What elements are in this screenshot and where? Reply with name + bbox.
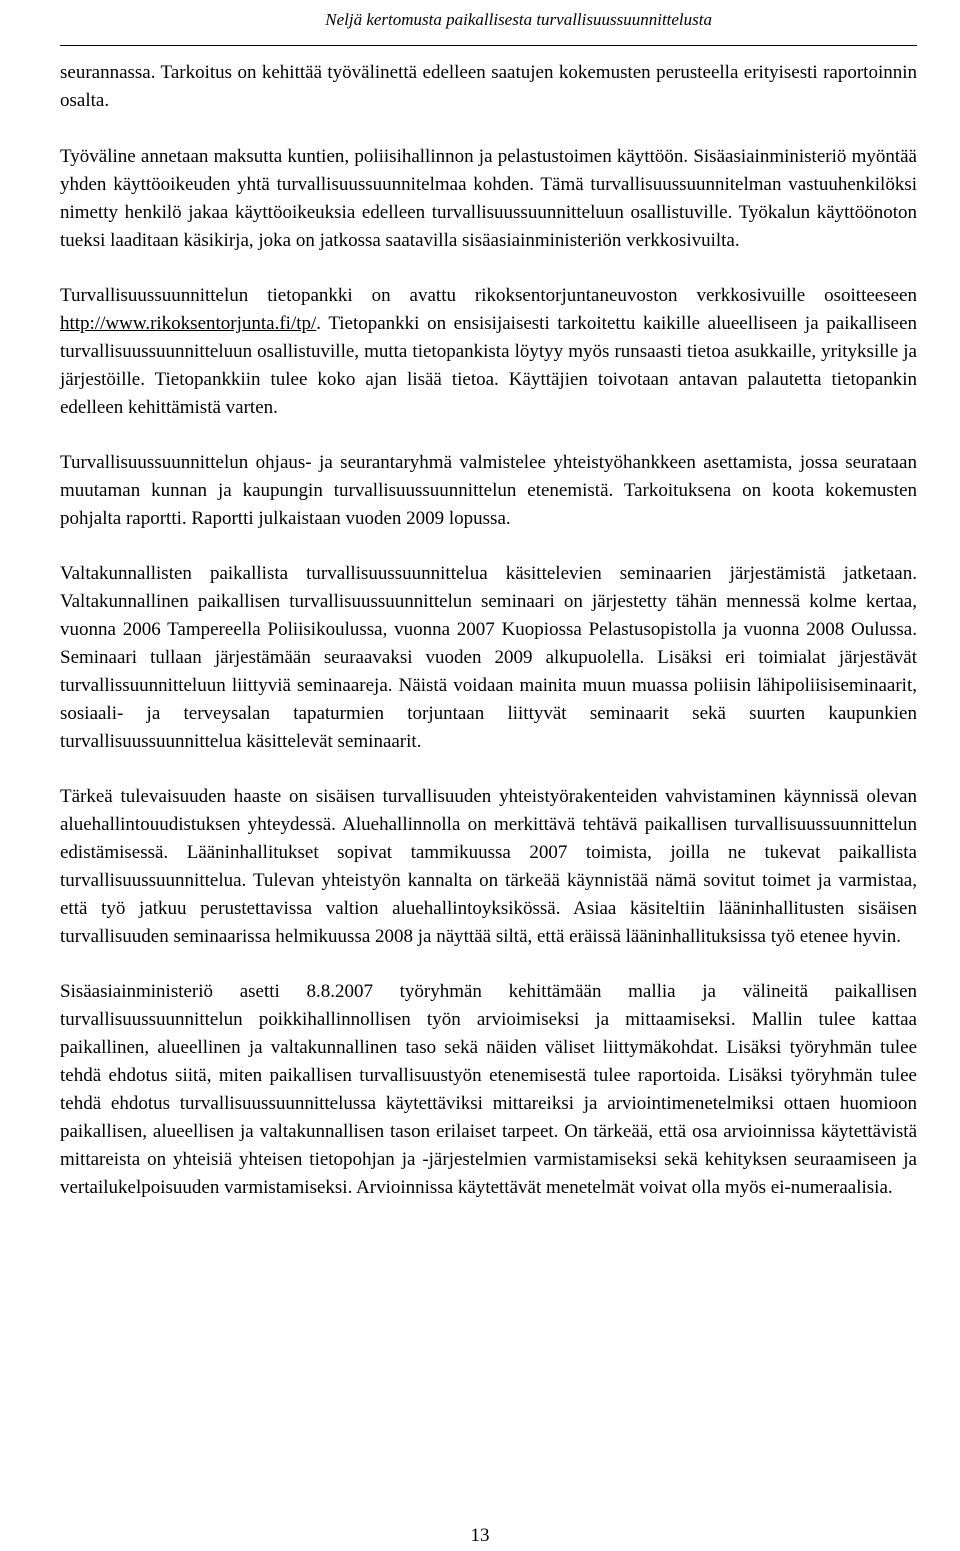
paragraph-7: Sisäasiainministeriö asetti 8.8.2007 työryhmän kehittämään mallia ja välineitä paikallisen turvallisuussuunnittelun poikkihallinnollisen työn arvioimiseksi ja mittaamiseksi. Mallin tulee kattaa paikallinen, alueellinen ja valtakunnallinen taso sekä näiden väliset liittymäkohdat. Lisäksi työryhmän tulee tehdä ehdotus siitä, miten paikallisen turvallisuustyön etenemisestä tulee raportoida. Lisäksi työryhmän tulee tehdä ehdotus turvallisuussuunnittelussa käytettäviksi mittareiksi ja arviointimenetelmiksi ottaen huomioon paikallisen, alueellisen ja valtakunnallisen tason erilaiset tarpeet. On tärkeää, että osa arvioinnissa käytettävistä mittareista on yhteisiä yhteisen tietopohjan ja -järjestelmien varmistamiseksi sekä kehityksen seuraamiseen ja vertailukelpoisuuden varmistamiseksi. Arvioinnissa käytettävät menetelmät voivat olla myös ei-numeraalisia. bbox=[60, 981, 917, 1198]
paragraph-5: Valtakunnallisten paikallista turvallisuussuunnittelua käsittelevien seminaarien järjestämistä jatketaan. Valtakunnallinen paikallisen turvallisuussuunnittelun seminaari on järjestetty tähän mennessä kolme kertaa, vuonna 2006 Tampereella Poliisikoulussa, vuonna 2007 Kuopiossa Pelastusopistolla ja vuonna 2008 Oulussa. Seminaari tullaan järjestämään seuraavaksi vuoden 2009 alkupuolella. Lisäksi eri toimialat järjestävät turvallissuunnitteluun liittyviä seminaareja. Näistä voidaan mainita muun muassa poliisin lähipoliisiseminaarit, sosiaali- ja terveysalan tapaturmien torjuntaan liittyvät seminaarit sekä suurten kaupunkien turvallisuussuunnittelua käsittelevät seminaarit. bbox=[60, 563, 917, 752]
paragraph-2: Työväline annetaan maksutta kuntien, poliisihallinnon ja pelastustoimen käyttöön. Sisäasiainministeriö myöntää yhden käyttöoikeuden yhtä turvallisuussuunnitelmaa kohden. Tämä turvallisuussuunnitelman vastuuhenkilöksi nimetty henkilö jakaa käyttöoikeuksia edelleen turvallisuussuunnitteluun osallistuville. Työkalun käyttöönoton tueksi laaditaan käsikirja, joka on jatkossa saatavilla sisäasiainministeriön verkkosivuilta. bbox=[60, 146, 917, 251]
paragraph-3-text-end: . Tietopankki on ensisijaisesti tarkoitettu kaikille alueelliseen ja paikalliseen turvallisuussuunnitteluun osallistuville, mutta tietopankista löytyy myös runsaasti tietoa asukkaille, yrityksille ja järjestöille. Tietopankkiin tulee koko ajan lisää tietoa. Käyttäjien toivotaan antavan palautetta tietopankin edelleen kehittämistä varten. bbox=[60, 313, 917, 418]
paragraph-3-text-start: Turvallisuussuunnittelun tietopankki on avattu rikoksentorjuntaneuvoston verkkosivuille osoitteeseen bbox=[60, 285, 917, 306]
paragraph-3 bbox=[60, 282, 917, 422]
body-text bbox=[60, 59, 917, 1229]
page-number: 13 bbox=[470, 1525, 490, 1546]
paragraph-6: Tärkeä tulevaisuuden haaste on sisäisen turvallisuuden yhteistyörakenteiden vahvistaminen käynnissä olevan aluehallintouudistuksen yhteydessä. Aluehallinnolla on merkittävä tehtävä paikallisen turvallisuussuunnittelun edistämisessä. Lääninhallitukset sopivat tammikuussa 2007 toimista, joilla ne tukevat paikallista turvallisuussuunnittelua. Tulevan yhteistyön kannalta on tärkeää käynnistää nämä sovitut toimet ja varmistaa, että työ jatkuu perustettavissa valtion aluehallintoyksikössä. Asiaa käsiteltiin lääninhallitusten sisäisen turvallisuuden seminaarissa helmikuussa 2008 ja näyttää siltä, että eräissä lääninhallituksissa työ etenee hyvin. bbox=[60, 786, 917, 947]
header-rule bbox=[60, 45, 917, 46]
tietopankki-link[interactable]: http://www.rikoksentorjunta.fi/tp/ bbox=[60, 313, 317, 334]
paragraph-1: seurannassa. Tarkoitus on kehittää työvälinettä edelleen saatujen kokemusten perusteella erityisesti raportoinnin osalta. bbox=[60, 62, 917, 111]
paragraph-4: Turvallisuussuunnittelun ohjaus- ja seurantaryhmä valmistelee yhteistyöhankkeen asettamista, jossa seurataan muutaman kunnan ja kaupungin turvallisuussuunnittelun etenemistä. Tarkoituksena on koota kokemusten pohjalta raportti. Raportti julkaistaan vuoden 2009 lopussa. bbox=[60, 452, 917, 529]
running-header-title: Neljä kertomusta paikallisesta turvallisuussuunnittelusta bbox=[325, 10, 712, 29]
